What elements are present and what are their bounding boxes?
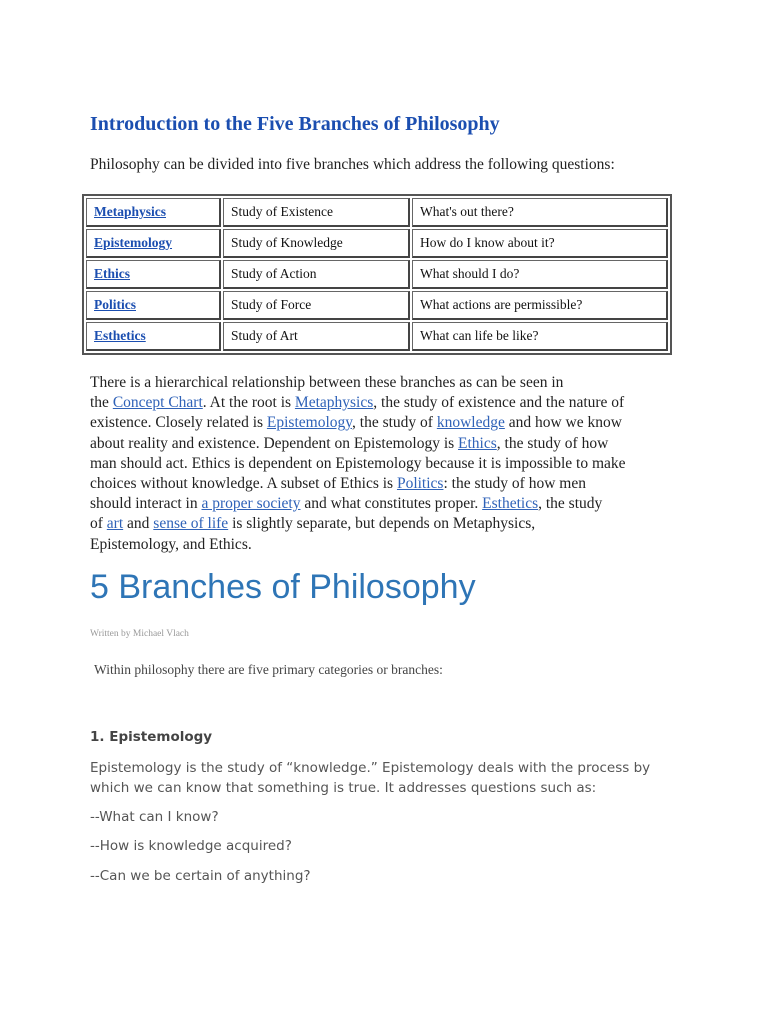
text-span: : the study of how men [443,475,586,493]
study-cell: Study of Force [223,291,410,320]
paragraph-line [90,514,690,534]
text-span: , the study of existence and the nature of [373,394,625,412]
branch-link-politics[interactable]: Politics [94,297,136,312]
question-item: --How is knowledge acquired? [90,838,292,854]
text-span: and [123,515,154,533]
text-span: of [90,515,107,533]
ethics-link[interactable]: Ethics [458,434,497,452]
paragraph-line [90,494,690,514]
paragraph-line [90,474,690,494]
article2-intro: Within philosophy there are five primary categories or branches: [94,662,443,677]
byline: Written by Michael Vlach [90,629,189,639]
intro-text: Philosophy can be divided into five branches which address the following questions: [90,156,615,173]
study-cell: Study of Knowledge [223,229,410,258]
table-row [86,229,668,258]
section-body [90,759,690,798]
branch-cell [86,229,221,258]
branch-link-epistemology[interactable]: Epistemology [94,235,173,250]
text-span: , the study [538,495,603,513]
paragraph-line: Epistemology, and Ethics. [90,535,252,553]
paragraph-line: There is a hierarchical relationship between these branches as can be seen in [90,374,564,391]
branch-link-metaphysics[interactable]: Metaphysics [94,204,166,219]
paragraph-line: man should act. Ethics is dependent on Epistemology because it is impossible to make [90,454,626,472]
table-row [86,260,668,289]
question-cell: How do I know about it? [412,229,668,258]
branch-cell [86,260,221,289]
branch-cell [86,291,221,320]
metaphysics-link[interactable]: Metaphysics [294,394,374,412]
branch-link-esthetics[interactable]: Esthetics [94,328,146,343]
question-cell: What can life be like? [412,322,668,351]
paragraph-line [90,393,690,413]
article-title: Introduction to the Five Branches of Philosophy [90,113,500,135]
text-span: should interact in [90,495,202,513]
paragraph-line [90,434,690,454]
text-span: choices without knowledge. A subset of Ethics is [90,475,397,493]
table-row [86,291,668,320]
question-item: --Can we be certain of anything? [90,868,311,884]
hierarchy-paragraph [90,373,690,555]
text-span: is slightly separate, but depends on Metaphysics, [228,515,536,533]
table-row [86,198,668,227]
study-cell: Study of Action [223,260,410,289]
text-span: about reality and existence. Dependent on Epistemology is [90,434,459,452]
branch-cell [86,322,221,351]
text-span: the [90,394,113,412]
text-span: , the study of how [496,434,609,452]
body-line: which we can know that something is true. It addresses questions such as: [90,779,597,796]
branch-cell [86,198,221,227]
article2-title: 5 Branches of Philosophy [90,568,476,606]
text-span: and what constitutes proper. [300,495,483,513]
question-cell: What's out there? [412,198,668,227]
body-line: Epistemology is the study of “knowledge.” Epistemology deals with the process by [90,760,651,776]
proper-society-link[interactable]: a proper society [201,495,301,513]
study-cell: Study of Existence [223,198,410,227]
table-row [86,322,668,351]
sense-of-life-link[interactable]: sense of life [153,515,229,533]
politics-link[interactable]: Politics [396,475,444,493]
text-span: existence. Closely related is [90,414,267,432]
branch-link-ethics[interactable]: Ethics [94,266,131,281]
text-span: and how we know [504,414,622,432]
paragraph-line [90,413,690,433]
section-heading: 1. Epistemology [90,729,213,745]
text-span: . At the root is [202,394,295,412]
question-cell: What should I do? [412,260,668,289]
concept-chart-link[interactable]: Concept Chart [112,394,203,412]
knowledge-link[interactable]: knowledge [436,414,505,432]
study-cell: Study of Art [223,322,410,351]
epistemology-link[interactable]: Epistemology [266,414,353,432]
art-link[interactable]: art [106,515,124,533]
question-cell: What actions are permissible? [412,291,668,320]
question-item: --What can I know? [90,809,219,825]
text-span: , the study of [352,414,437,432]
branches-table [82,194,672,355]
esthetics-link[interactable]: Esthetics [482,495,539,513]
